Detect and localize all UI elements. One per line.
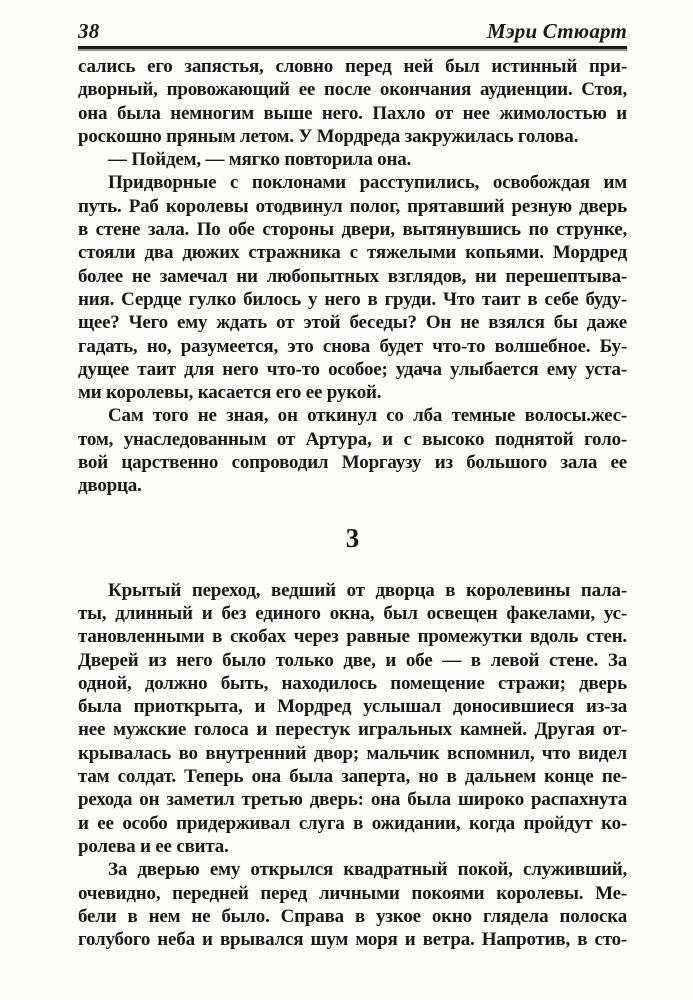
page-body — [78, 55, 627, 951]
text-line: Крытый переход, ведший от дворца в королевины пала- — [108, 579, 627, 601]
text-line: рехода он заметил третью дверь: она была широко распахнута — [78, 789, 627, 811]
text-line: крывалась во внутренний двор; мальчик вспомнил, что видел — [78, 742, 627, 764]
text-line: дущее таит для него что-то особое; удача улыбается ему уста- — [78, 358, 627, 380]
page-header — [78, 18, 627, 44]
text-line: была приоткрыта, и Мордред услышал доносившиеся из-за — [78, 696, 627, 718]
text-line: ния. Сердце гулко билось у него в груди. Что таит в себе буду- — [78, 288, 627, 310]
text-line: — Пойдем, — мягко повторила она. — [108, 149, 412, 171]
text-line: и ее особо придерживал слуга в ожидании, когда пройдут ко- — [78, 812, 627, 834]
text-line: тановленными в скобах через равные промежутки вдоль стен. — [78, 626, 627, 648]
text-line: сались его запястья, словно перед ней был истинный при- — [78, 56, 627, 77]
header-rule — [78, 46, 627, 49]
text-line: путь. Раб королевы отодвинул полог, прятавший резную дверь — [78, 195, 627, 217]
text-line: одной, должно быть, находилось помещение стражи; дверь — [78, 672, 627, 694]
text-line: Сам того не зная, он откинул со лба темные волосы.жес- — [108, 405, 627, 427]
text-line: ми королевы, касается его ее рукой. — [78, 382, 382, 404]
text-line: ролева и ее свита. — [78, 835, 229, 857]
text-line: в стене зала. По обе стороны двери, вытянувшись по струнке, — [78, 219, 627, 241]
text-line: Придворные с поклонами расступились, освобождая им — [108, 172, 627, 194]
text-line: нее мужские голоса и перестук игральных камней. Другая от- — [78, 719, 627, 741]
text-line: более не замечал ни любопытных взглядов, ни перешептыва- — [78, 265, 627, 287]
text-line: там солдат. Теперь она была заперта, но в дальнем конце пе- — [78, 766, 627, 788]
running-head: Мэри Стюарт — [486, 19, 627, 43]
page-number: 38 — [78, 19, 100, 43]
text-line: дворца. — [78, 475, 142, 497]
text-line: вой царственно сопроводил Моргаузу из большого зала ее — [78, 452, 627, 474]
text-line: За дверью ему открылся квадратный покой, служивший, — [108, 859, 627, 881]
text-line: ты, длинный и без единого окна, был освещен факелами, ус- — [78, 602, 627, 624]
text-line: гадать, но, разумеется, это снова будет что-то волшебное. Бу- — [78, 335, 627, 357]
text-line: стояли два дюжих стражника с тяжелыми копьями. Мордред — [78, 242, 627, 264]
text-line: дворный, провожающий ее после окончания аудиенции. Стоя, — [78, 79, 627, 101]
text-line: щее? Чего ему ждать от этой беседы? Он не взялся бы даже — [78, 312, 627, 334]
text-line: бели в нем не было. Справа в узкое окно глядела полоска — [78, 905, 627, 927]
text-line: очевидно, передней перед личными покоями королевы. Ме- — [78, 882, 627, 904]
text-line: она была немногим выше него. Пахло от нее жимолостью и — [78, 102, 627, 124]
text-line: роскошно пряным летом. У Мордреда закружилась голова. — [78, 125, 579, 147]
text-line: голубого неба и врывался шум моря и ветра. Напротив, в сто- — [78, 929, 627, 951]
text-line: Дверей из него было только две, и обе — в левой стене. За — [78, 649, 627, 671]
chapter-number: 3 — [345, 522, 360, 553]
text-line: том, унаследованным от Артура, и с высоко поднятой голо- — [78, 428, 627, 450]
